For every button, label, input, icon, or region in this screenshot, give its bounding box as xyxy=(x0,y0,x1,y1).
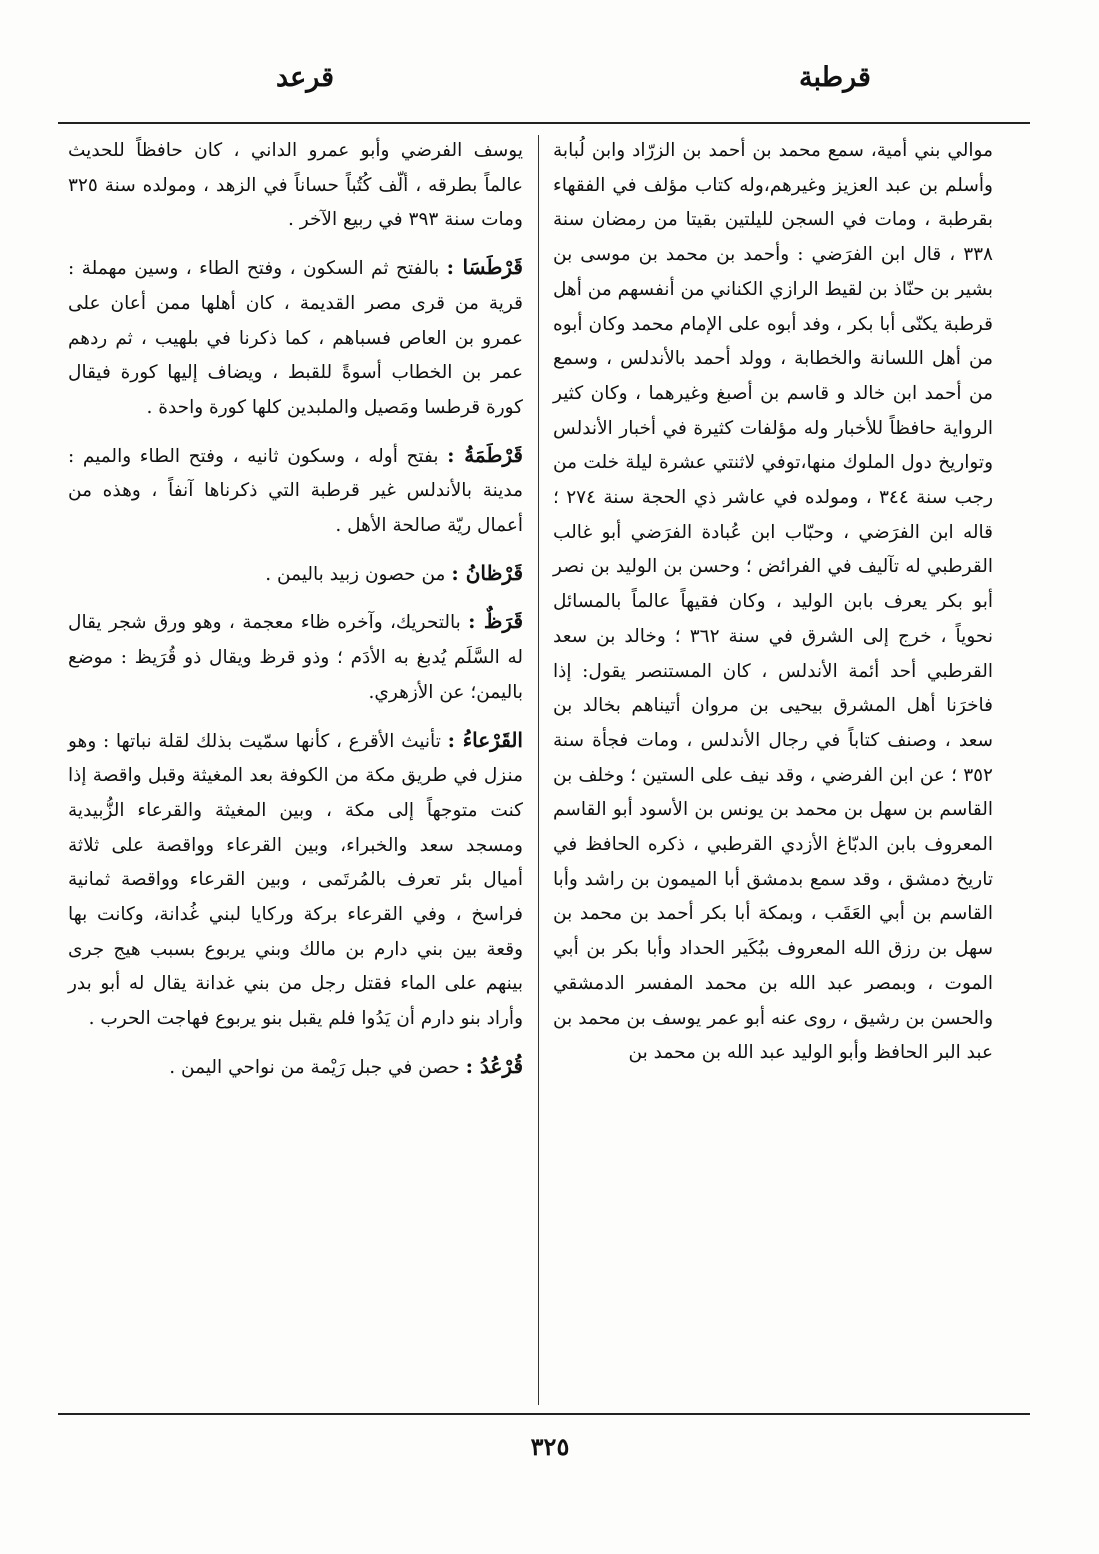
entry-text: بفتح أوله ، وسكون ثانيه ، وفتح الطاء والميم : مدينة بالأندلس غير قرطبة التي ذكرناها آنفاً ، وهذه من أعمال ريّة صالحة الأهل . xyxy=(68,445,523,537)
entry-headword: قَرْطَمَةُ : xyxy=(447,442,523,467)
entry-headword: قُرْعُدُ : xyxy=(465,1053,523,1078)
entry-text: بالتحريك، وآخره ظاء معجمة ، وهو ورق شجر يقال له السَّلَم يُدبغ به الأدَم ؛ وذو قرظ ويقال ذو قُرَيظ : موضع باليمن؛ عن الأزهري. xyxy=(68,612,523,703)
entry xyxy=(68,604,523,710)
right-column-text: موالي بني أمية، سمع محمد بن أحمد بن الزرّاد وابن لُبابة وأسلم بن عبد العزيز وغيرهم،وله كتاب مؤلف في الفقهاء بقرطبة ، ومات في السجن لليلتين بقيتا من رمضان سنة ٣٣٨ ، قال ابن الفرَضي : وأحمد بن محمد بن موسى بن بشير بن حنّاذ بن لقيط الرازي الكناني من أنفسهم من أهل قرطبة يكنّى أبا بكر ، وفد أبوه على الإمام محمد وكان أبوه من أهل اللسانة والخطابة ، وولد أحمد بالأندلس ، وسمع من أحمد ابن خالد و قاسم بن أصبغ وغيرهما ، وكان كثير الرواية حافظاً للأخبار وله مؤلفات كثيرة في أخبار الأندلس وتواريخ دول الملوك منها،توفي لاثنتي عشرة ليلة خلت من رجب سنة ٣٤٤ ، ومولده في عاشر ذي الحجة سنة ٢٧٤ ؛ قاله ابن الفرَضي ، وحبّاب ابن عُبادة الفرَضي أبو غالب القرطبي له تآليف في الفرائض ؛ وحسن بن الوليد بن نصر أبو بكر يعرف بابن الوليد ، وكان فقيهاً عالماً بالمسائل نحوياً ، خرج إلى الشرق في سنة ٣٦٢ ؛ وخالد بن سعد القرطبي أحد أئمة الأندلس ، كان المستنصر يقول: إذا فاخرَنا أهل المشرق بيحيى بن مروان أتيناهم بخالد بن سعد ، وصنف كتاباً في رجال الأندلس ، ومات فجأة سنة ٣٥٢ ؛ عن ابن الفرضي ، وقد نيف على الستين ؛ وخلف بن القاسم بن سهل بن محمد بن يونس بن الأسود أبو القاسم المعروف بابن الدبّاغ الأزدي القرطبي ، ذكره الحافظ في تاريخ دمشق ، وقد سمع بدمشق أبا الميمون بن راشد وأبا القاسم بن أبي العَقَب ، وبمكة أبا بكر أحمد بن محمد بن سهل بن رزق الله المعروف ببُكَير الحداد وأبا بكر بن أبي الموت ، وبمصر عبد الله بن محمد المفسر الدمشقي والحسن بن رشيق ، روى عنه أبو عمر يوسف بن محمد بن عبد البر الحافظ وأبو الوليد عبد الله بن محمد بن xyxy=(553,140,994,1064)
entry xyxy=(68,438,523,544)
running-head-right: قرطبة xyxy=(799,62,871,93)
entry-headword: القَرْعاءُ : xyxy=(447,727,523,752)
right-column xyxy=(553,134,993,1071)
left-column-continuation: يوسف الفرضي وأبو عمرو الداني ، كان حافظاً للحديث عالماً بطرقه ، ألّف كُتُباً حساناً في الزهد ، ومولده سنة ٣٢٥ ومات سنة ٣٩٣ في ربيع الآخر . xyxy=(68,140,523,231)
entry xyxy=(68,556,523,593)
page-number: ٣٢٥ xyxy=(530,1432,570,1461)
footer-rule xyxy=(58,1413,1030,1415)
entry-headword: قَرْطَسَا : xyxy=(446,255,523,280)
entry-headword: قَرْظانُ : xyxy=(451,560,523,585)
entry-text: حصن في جبل رَيْمة من نواحي اليمن . xyxy=(169,1056,460,1078)
entry xyxy=(68,1049,523,1086)
entry-headword: قَرَظٌ : xyxy=(468,609,523,634)
entry xyxy=(68,723,523,1037)
left-column xyxy=(68,134,523,1098)
column-divider xyxy=(538,135,539,1405)
header-rule xyxy=(58,122,1030,124)
running-head-left: قرعد xyxy=(275,62,335,93)
entry-text: من حصون زبيد باليمن . xyxy=(265,563,446,585)
entry-text: بالفتح ثم السكون ، وفتح الطاء ، وسين مهملة : قرية من قرى مصر القديمة ، كان أهلها ممن أعان على عمرو بن العاص فسباهم ، كما ذكرنا في بلهيب ، ثم ردهم عمر بن الخطاب أسوةً للقبط ، ويضاف إليها كورة فيقال كورة قرطسا ومَصيل والملبدين كلها كورة واحدة . xyxy=(68,258,523,418)
entry-text: تأنيث الأقرع ، كأنها سمّيت بذلك لقلة نباتها : وهو منزل في طريق مكة من الكوفة بعد المغيثة وقبل واقصة إذا كنت متوجهاً إلى مكة ، وبين المغيثة والقرعاء الزُّبيدية ومسجد سعد والخبراء، وبين القرعاء وواقصة على ثلاثة أميال بئر تعرف بالمُرتَمى ، وبين القرعاء وواقصة ثمانية فراسخ ، وفي القرعاء بركة وركايا لبني غُدانة، وكانت بها وقعة بين بني دارم بن مالك وبني يربوع بسبب هيج جرى بينهم على الماء فقتل رجل من بني غدانة يقال له أبو بدر وأراد بنو دارم أن يَدُوا فلم يقبل بنو يربوع فهاجت الحرب . xyxy=(68,730,523,1030)
entry xyxy=(68,250,523,426)
